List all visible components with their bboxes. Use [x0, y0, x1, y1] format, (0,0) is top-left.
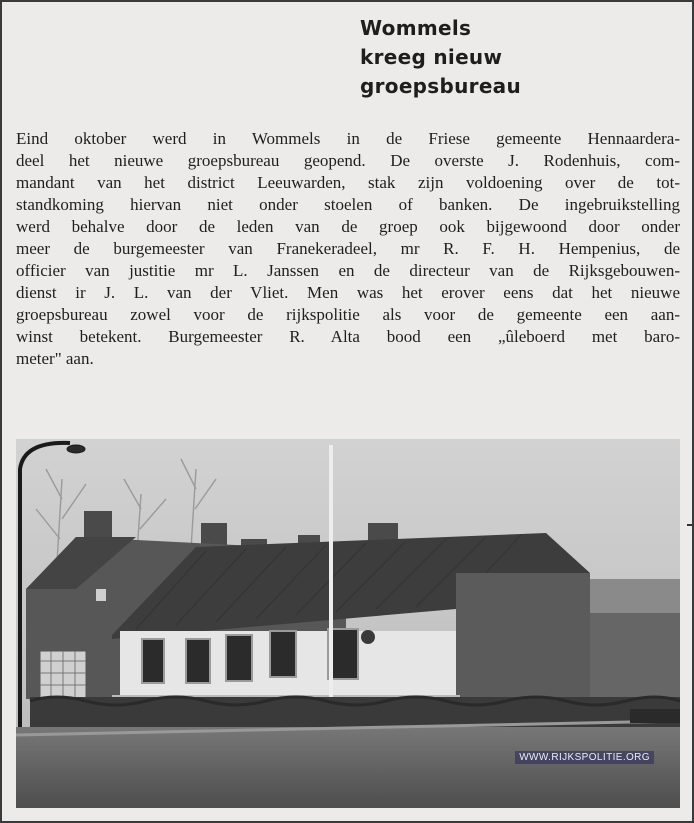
article-body	[16, 128, 680, 370]
headline-line-1: Wommels	[360, 16, 472, 40]
body-line: officier van justitie mr L. Janssen en de directeur van de Rijksgebouwen-	[16, 261, 680, 280]
road	[16, 727, 680, 808]
brick-gable	[456, 573, 590, 701]
emblem	[361, 630, 375, 644]
building-photo	[16, 439, 680, 808]
flagpole	[329, 445, 333, 715]
body-line: groepsbureau zowel voor de rijkspolitie als voor de gemeente een aan-	[16, 305, 680, 324]
body-line: meer de burgemeester van Franekeradeel, mr R. F. H. Hempenius, de	[16, 239, 680, 258]
headline-line-2: kreeg nieuw	[360, 45, 503, 69]
body-line: standkoming hiervan niet onder stoelen of banken. De ingebruikstelling	[16, 195, 680, 214]
body-line: meter" aan.	[16, 349, 94, 368]
headline-line-3: groepsbureau	[360, 74, 522, 98]
body-line: werd behalve door de leden van de groep ook bijgewoond door onder	[16, 217, 680, 236]
body-line: mandant van het district Leeuwarden, stak zijn voldoening over de tot-	[16, 173, 680, 192]
body-line: dienst ir J. L. van der Vliet. Men was het erover eens dat het nieuwe	[16, 283, 680, 302]
body-line: deel het nieuwe groepsbureau geopend. De overste J. Rodenhuis, com-	[16, 151, 680, 170]
watermark-text: WWW.RIJKSPOLITIE.ORG	[515, 751, 654, 764]
article-headline	[360, 14, 521, 101]
body-line: winst betekent. Burgemeester R. Alta bood een „ûleboerd met baro-	[16, 327, 680, 346]
body-line: Eind oktober werd in Wommels in de Friese gemeente Hennaardera-	[16, 129, 680, 148]
edge-mark	[687, 524, 692, 526]
bench	[630, 709, 680, 723]
